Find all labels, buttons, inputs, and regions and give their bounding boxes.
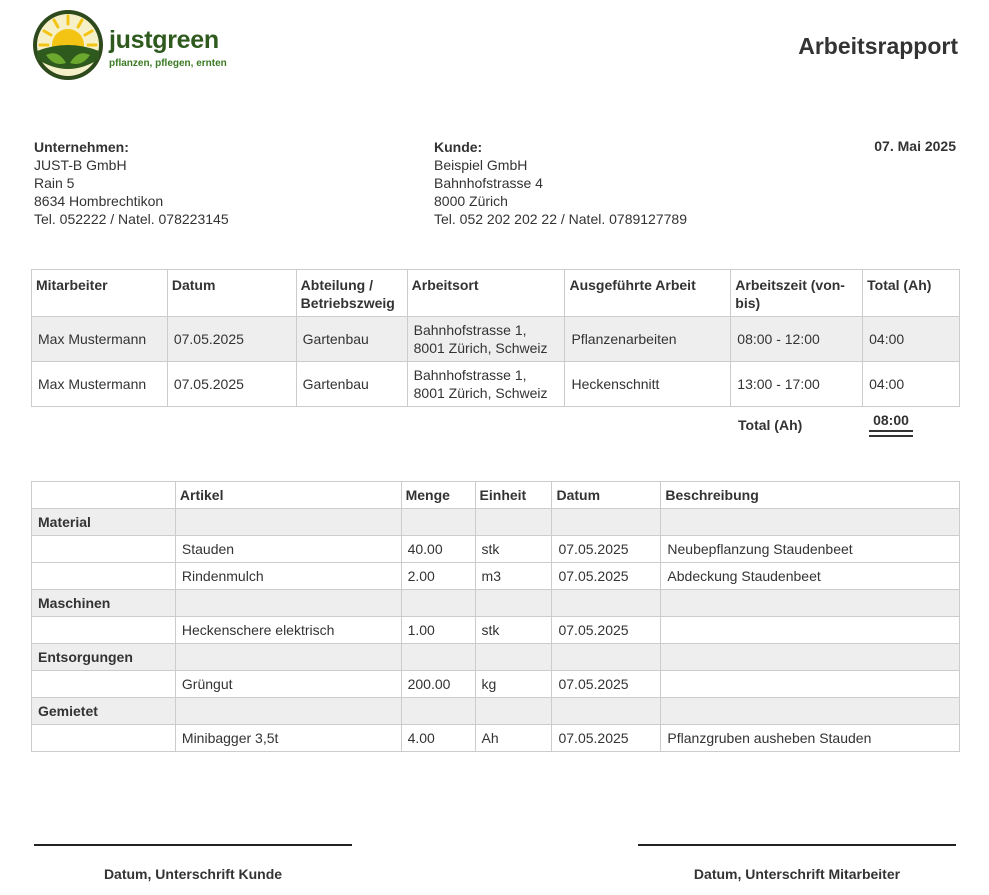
cell: 1.00 [401, 617, 475, 644]
total-underline [869, 435, 913, 437]
table-row [32, 563, 960, 590]
column-header: Total (Ah) [863, 270, 960, 317]
table-row [32, 362, 960, 407]
company-line: 8634 Hombrechtikon [34, 193, 164, 209]
table-row [32, 617, 960, 644]
cell: m3 [475, 563, 552, 590]
cell: 07.05.2025 [167, 362, 296, 407]
cell [661, 617, 960, 644]
cell: kg [475, 671, 552, 698]
customer-line: Beispiel GmbH [434, 157, 528, 173]
group-row-entsorgungen [32, 644, 960, 671]
total-hours-label: Total (Ah) [738, 417, 803, 433]
cell: Heckenschnitt [565, 362, 731, 407]
cell: Grüngut [175, 671, 401, 698]
cell: 13:00 - 17:00 [731, 362, 863, 407]
group-label: Gemietet [32, 698, 176, 725]
cell: 4.00 [401, 725, 475, 752]
group-label: Maschinen [32, 590, 176, 617]
column-header [32, 482, 176, 509]
sun-leaf-logo-icon [32, 9, 104, 81]
cell: Gartenbau [296, 362, 407, 407]
column-header: Datum [167, 270, 296, 317]
column-header: Ausgeführte Arbeit [565, 270, 731, 317]
table-row [32, 671, 960, 698]
total-hours-value: 08:00 [873, 412, 909, 428]
cell: 07.05.2025 [552, 671, 661, 698]
cell [32, 563, 176, 590]
customer-line: 8000 Zürich [434, 193, 508, 209]
table-row [32, 725, 960, 752]
brand-tagline: pflanzen, pflegen, ernten [109, 58, 227, 69]
customer-signature-label: Datum, Unterschrift Kunde [103, 866, 283, 882]
group-row-maschinen [32, 590, 960, 617]
cell [661, 671, 960, 698]
total-underline [869, 430, 913, 432]
customer-address-block [434, 138, 687, 228]
company-heading: Unternehmen: [34, 139, 129, 155]
column-header: Artikel [175, 482, 401, 509]
cell [32, 617, 176, 644]
cell: Rindenmulch [175, 563, 401, 590]
company-line: Tel. 052222 / Natel. 078223145 [34, 211, 229, 227]
work-hours-table [31, 269, 960, 407]
cell: 07.05.2025 [167, 317, 296, 362]
cell: Gartenbau [296, 317, 407, 362]
column-header: Arbeitszeit (von-bis) [731, 270, 863, 317]
table-row [32, 536, 960, 563]
column-header: Abteilung / Betriebszweig [296, 270, 407, 317]
cell: Ah [475, 725, 552, 752]
cell: 07.05.2025 [552, 725, 661, 752]
table-header-row [32, 270, 960, 317]
group-label: Entsorgungen [32, 644, 176, 671]
cell: Stauden [175, 536, 401, 563]
column-header: Beschreibung [661, 482, 960, 509]
cell: Pflanzgruben ausheben Stauden [661, 725, 960, 752]
column-header: Datum [552, 482, 661, 509]
group-label: Material [32, 509, 176, 536]
column-header: Einheit [475, 482, 552, 509]
cell: 08:00 - 12:00 [731, 317, 863, 362]
cell: 04:00 [863, 317, 960, 362]
table-row [32, 317, 960, 362]
cell: Abdeckung Staudenbeet [661, 563, 960, 590]
customer-line: Bahnhofstrasse 4 [434, 175, 543, 191]
items-table [31, 481, 960, 752]
cell: 2.00 [401, 563, 475, 590]
table-header-row [32, 482, 960, 509]
customer-line: Tel. 052 202 202 22 / Natel. 0789127789 [434, 211, 687, 227]
company-address-block [34, 138, 229, 228]
cell: Pflanzenarbeiten [565, 317, 731, 362]
cell [32, 725, 176, 752]
cell [32, 671, 176, 698]
column-header: Menge [401, 482, 475, 509]
cell: Minibagger 3,5t [175, 725, 401, 752]
employee-signature-line [638, 844, 956, 846]
cell: Bahnhofstrasse 1, 8001 Zürich, Schweiz [407, 362, 565, 407]
cell: Neubepflanzung Staudenbeet [661, 536, 960, 563]
cell: 07.05.2025 [552, 617, 661, 644]
brand-name: justgreen [109, 26, 219, 54]
cell: 04:00 [863, 362, 960, 407]
customer-heading: Kunde: [434, 139, 483, 155]
cell: Bahnhofstrasse 1, 8001 Zürich, Schweiz [407, 317, 565, 362]
cell: stk [475, 617, 552, 644]
cell: stk [475, 536, 552, 563]
company-logo [32, 9, 232, 83]
column-header: Arbeitsort [407, 270, 565, 317]
company-line: Rain 5 [34, 175, 75, 191]
cell: 07.05.2025 [552, 563, 661, 590]
cell [32, 536, 176, 563]
document-title: Arbeitsrapport [798, 33, 958, 59]
group-row-material [32, 509, 960, 536]
cell: Max Mustermann [32, 362, 168, 407]
column-header: Mitarbeiter [32, 270, 168, 317]
cell: 40.00 [401, 536, 475, 563]
cell: 200.00 [401, 671, 475, 698]
company-line: JUST-B GmbH [34, 157, 127, 173]
group-row-gemietet [32, 698, 960, 725]
cell: Max Mustermann [32, 317, 168, 362]
customer-signature-line [34, 844, 352, 846]
cell: 07.05.2025 [552, 536, 661, 563]
cell: Heckenschere elektrisch [175, 617, 401, 644]
employee-signature-label: Datum, Unterschrift Mitarbeiter [693, 866, 901, 882]
document-date: 07. Mai 2025 [874, 138, 956, 154]
